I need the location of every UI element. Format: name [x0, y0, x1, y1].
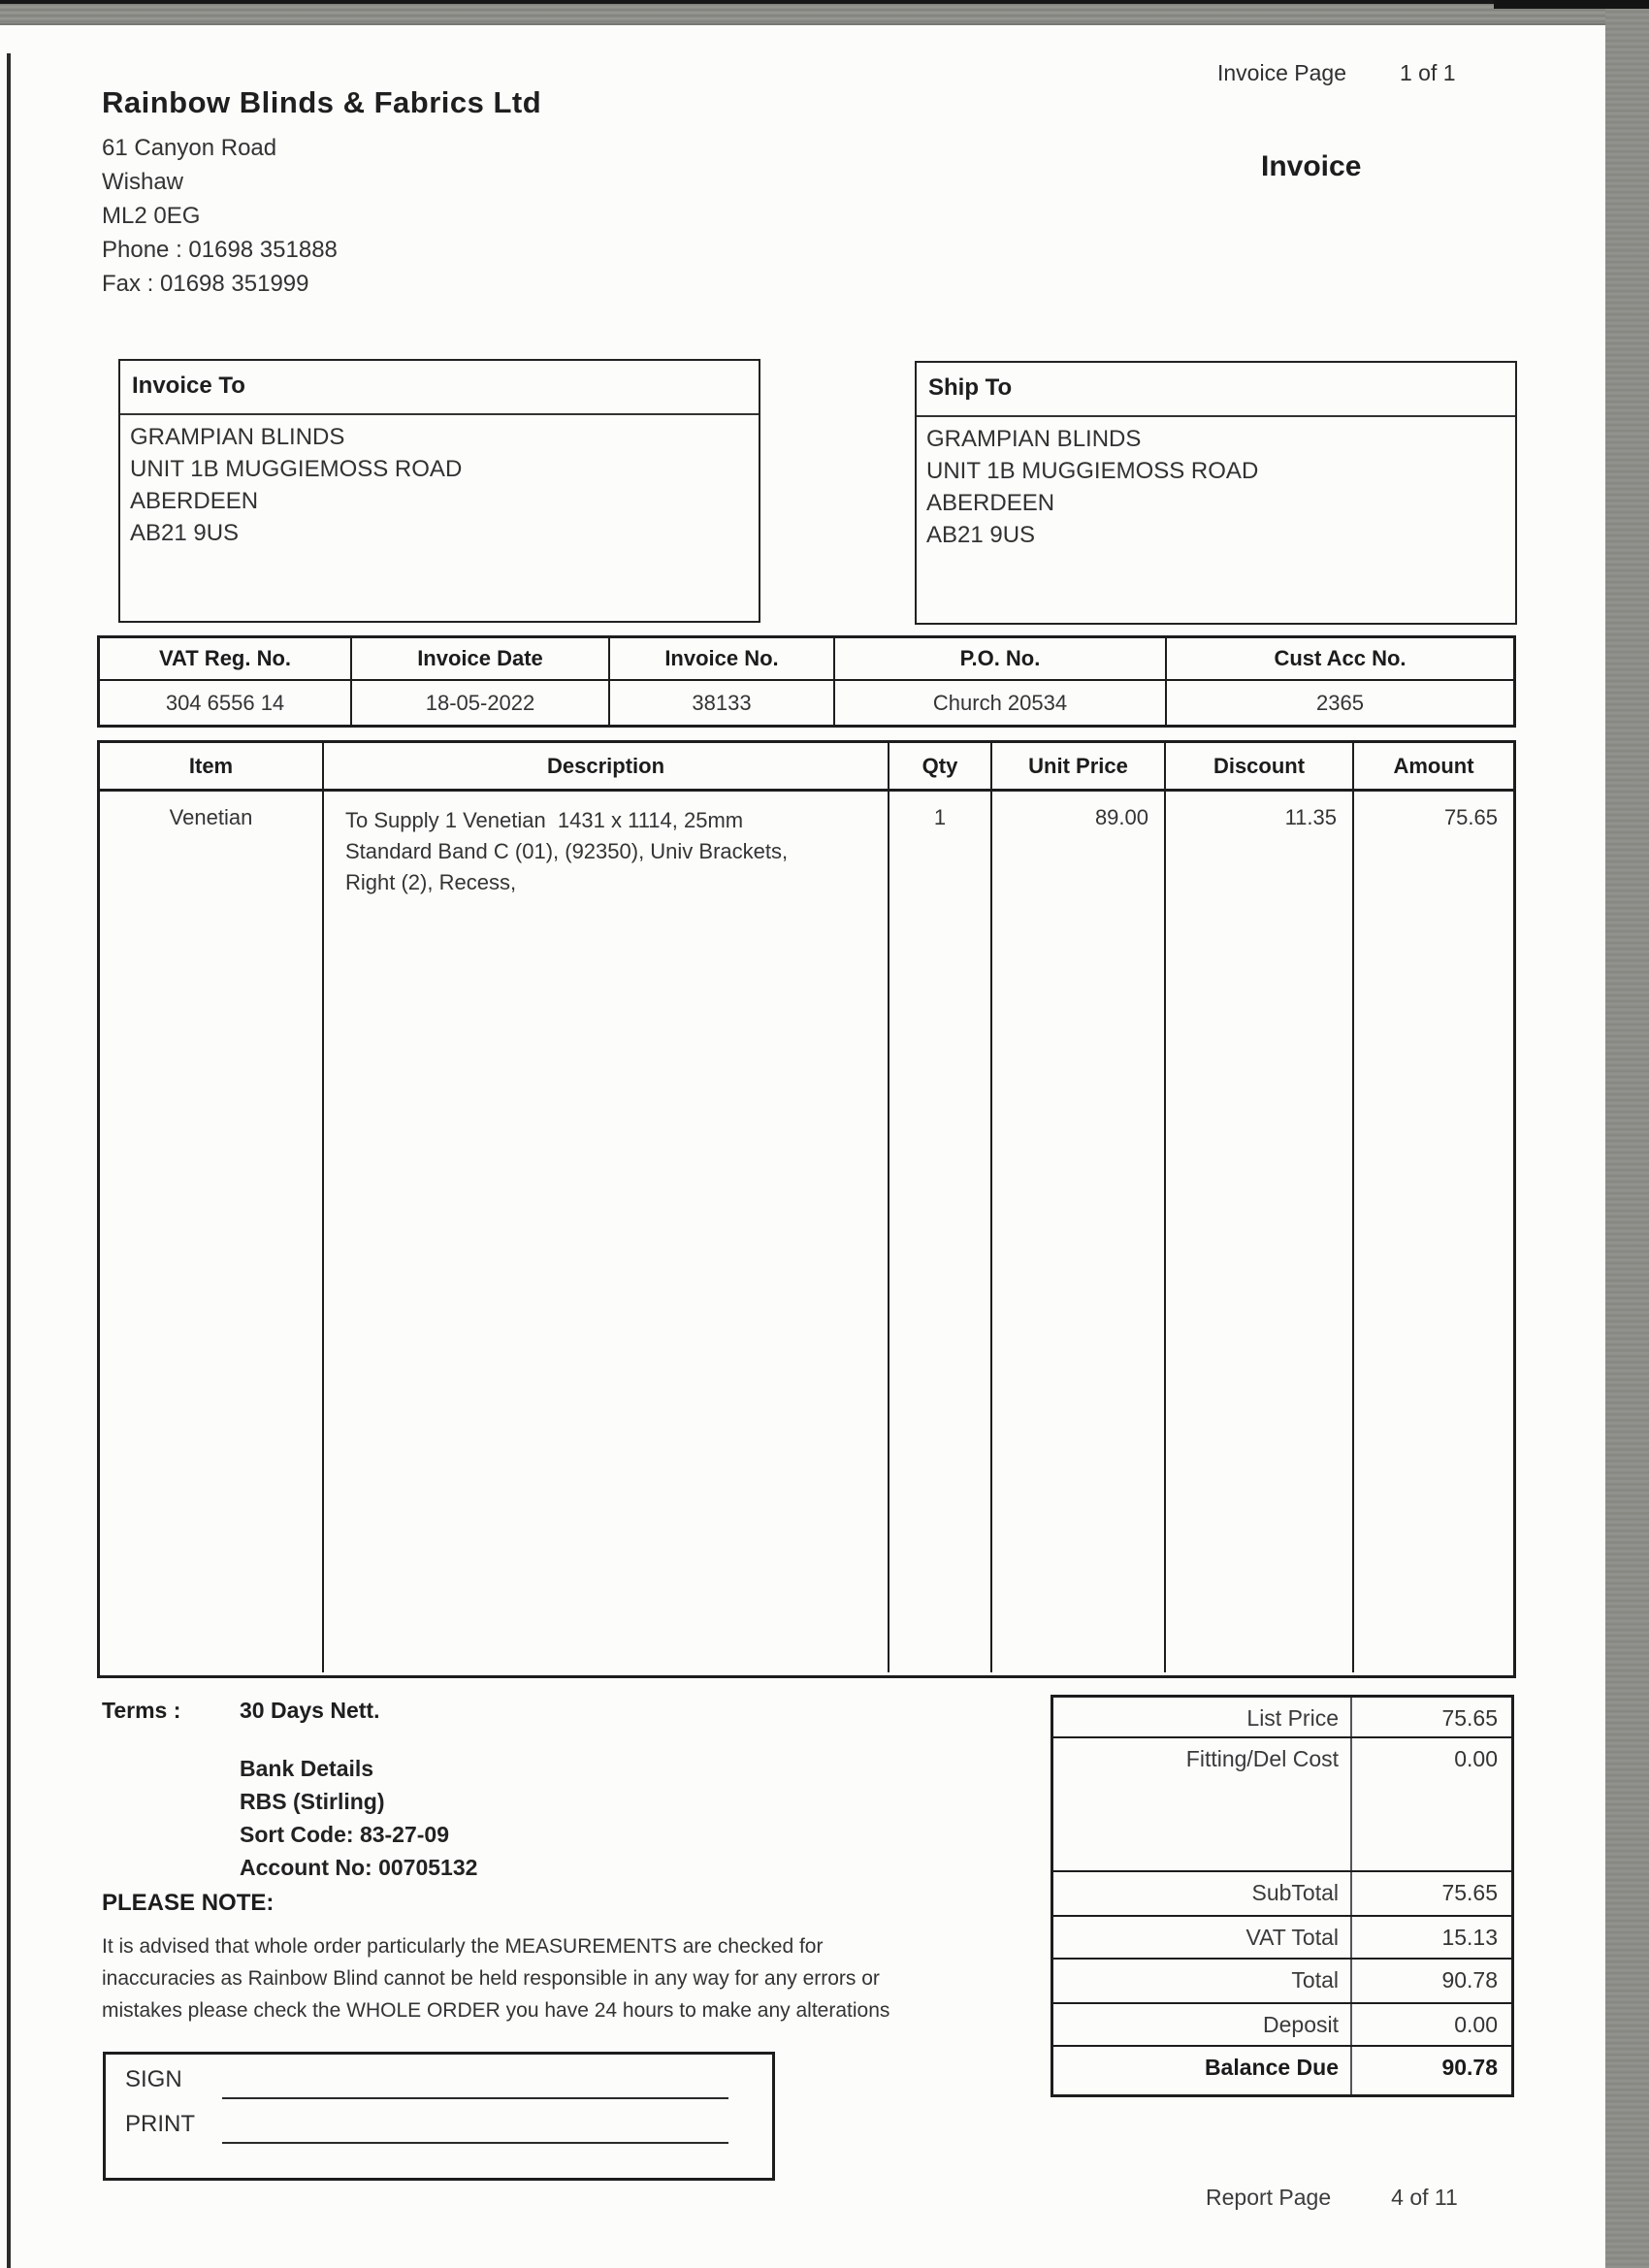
print-line — [222, 2142, 728, 2144]
items-header-amount: Amount — [1393, 753, 1474, 778]
please-note-line: It is advised that whole order particularly the MEASUREMENTS are checked for — [102, 1935, 824, 1958]
please-note-body — [102, 1930, 1014, 2026]
please-note-line: mistakes please check the WHOLE ORDER you have 24 hours to make any alterations — [102, 1999, 890, 2022]
line-items-table — [97, 740, 1516, 1678]
print-label: PRINT — [125, 2111, 195, 2137]
discount-cell — [1166, 792, 1354, 1672]
ship-to-line: UNIT 1B MUGGIEMOSS ROAD — [926, 458, 1259, 484]
totals-value: 15.13 — [1441, 1925, 1498, 1950]
qty-value: 1 — [933, 805, 947, 829]
totals-value: 0.00 — [1454, 1746, 1498, 1771]
items-header-row — [100, 743, 1513, 792]
invoice-page-indicator — [1217, 60, 1456, 86]
meta-header-invoice-no: Invoice No. — [610, 638, 835, 681]
totals-label: Balance Due — [1053, 2047, 1352, 2094]
invoice-page-value: 1 of 1 — [1399, 60, 1456, 85]
totals-label: Deposit — [1053, 2004, 1352, 2045]
totals-row-deposit — [1053, 2004, 1511, 2047]
ship-to-address — [917, 417, 1515, 557]
terms-value: 30 Days Nett. — [240, 1698, 380, 1723]
invoice-to-title: Invoice To — [120, 361, 759, 415]
scan-top-band — [0, 4, 1649, 23]
invoice-to-line: UNIT 1B MUGGIEMOSS ROAD — [130, 456, 463, 482]
totals-label: List Price — [1053, 1698, 1352, 1736]
qty-cell — [889, 792, 992, 1672]
meta-value-invoice-date: 18-05-2022 — [352, 681, 610, 725]
totals-value: 0.00 — [1454, 2012, 1498, 2037]
ship-to-line: GRAMPIAN BLINDS — [926, 426, 1142, 452]
totals-label: Total — [1053, 1960, 1352, 2002]
unit-price-value: 89.00 — [1094, 805, 1148, 829]
totals-row-list-price — [1053, 1698, 1511, 1738]
item-name: Venetian — [169, 805, 253, 829]
amount-value: 75.65 — [1443, 805, 1498, 829]
description-line: Standard Band C (01), (92350), Univ Brackets, — [345, 839, 789, 863]
invoice-meta-table — [97, 635, 1516, 728]
unit-price-cell — [992, 792, 1166, 1672]
totals-row-subtotal — [1053, 1872, 1511, 1917]
bank-details — [240, 1752, 477, 1884]
signature-box — [103, 2052, 775, 2181]
scan-corner-shadow — [1494, 0, 1649, 9]
please-note-title: PLEASE NOTE: — [102, 1890, 275, 1916]
totals-row-total — [1053, 1960, 1511, 2004]
totals-value: 90.78 — [1441, 2055, 1498, 2080]
scan-top-line — [0, 23, 1649, 25]
invoice-to-box — [118, 359, 760, 623]
bank-details-title: Bank Details — [240, 1756, 374, 1781]
invoice-to-address — [120, 415, 759, 555]
bank-sort-code: Sort Code: 83-27-09 — [240, 1822, 450, 1847]
items-header-unit-price: Unit Price — [992, 743, 1166, 789]
totals-value: 75.65 — [1441, 1705, 1498, 1731]
invoice-to-line: AB21 9US — [130, 520, 240, 546]
bank-account-no: Account No: 00705132 — [240, 1855, 478, 1880]
description-line: Right (2), Recess, — [345, 870, 517, 894]
meta-header-po-no: P.O. No. — [835, 638, 1167, 681]
scan-right-band — [1605, 0, 1649, 2268]
report-page-label: Report Page — [1206, 2185, 1332, 2210]
ship-to-line: ABERDEEN — [926, 490, 1055, 516]
totals-label: Fitting/Del Cost — [1053, 1738, 1352, 1870]
totals-label: SubTotal — [1053, 1872, 1352, 1915]
company-name: Rainbow Blinds & Fabrics Ltd — [102, 85, 542, 119]
totals-row-fitting-del-cost — [1053, 1738, 1511, 1872]
ship-to-title: Ship To — [917, 363, 1515, 417]
ship-to-box — [915, 361, 1517, 625]
items-header-discount: Discount — [1166, 743, 1354, 789]
document-title: Invoice — [1261, 150, 1362, 182]
item-cell — [100, 792, 324, 1672]
totals-row-balance-due — [1053, 2047, 1511, 2094]
scan-left-edge — [7, 53, 11, 2268]
totals-value: 90.78 — [1441, 1967, 1498, 1993]
description-line: To Supply 1 Venetian 1431 x 1114, 25mm — [345, 808, 744, 832]
terms-label: Terms : — [102, 1698, 181, 1723]
meta-header-invoice-date: Invoice Date — [352, 638, 610, 681]
report-page-indicator — [1206, 2185, 1458, 2211]
items-body-row — [100, 792, 1513, 1672]
items-header-qty: Qty — [889, 743, 992, 789]
ship-to-line: AB21 9US — [926, 522, 1036, 548]
amount-cell — [1354, 792, 1513, 1672]
company-address-line: 61 Canyon Road — [102, 135, 277, 161]
sign-line — [222, 2097, 728, 2099]
discount-value: 11.35 — [1284, 805, 1337, 829]
totals-label: VAT Total — [1053, 1917, 1352, 1958]
bank-name: RBS (Stirling) — [240, 1789, 385, 1814]
company-address-line: Fax : 01698 351999 — [102, 271, 309, 297]
items-header-description: Description — [324, 743, 889, 789]
meta-header-cust-acc: Cust Acc No. — [1167, 638, 1513, 681]
company-address-line: Wishaw — [102, 169, 184, 195]
totals-value: 75.65 — [1441, 1880, 1498, 1905]
meta-value-invoice-no: 38133 — [610, 681, 835, 725]
sign-label: SIGN — [125, 2066, 182, 2092]
meta-header-vat-reg: VAT Reg. No. — [100, 638, 352, 681]
company-address-line: ML2 0EG — [102, 203, 201, 229]
meta-value-cust-acc: 2365 — [1316, 690, 1364, 715]
meta-value-po-no: Church 20534 — [835, 681, 1167, 725]
report-page-value: 4 of 11 — [1391, 2185, 1458, 2210]
items-header-item: Item — [100, 743, 324, 789]
company-address — [102, 131, 338, 301]
invoice-page-label: Invoice Page — [1217, 60, 1346, 85]
company-address-line: Phone : 01698 351888 — [102, 237, 338, 263]
totals-row-vat-total — [1053, 1917, 1511, 1960]
please-note-line: inaccuracies as Rainbow Blind cannot be held responsible in any way for any errors or — [102, 1967, 880, 1990]
meta-value-vat-reg: 304 6556 14 — [100, 681, 352, 725]
totals-box — [1051, 1695, 1514, 2097]
invoice-to-line: GRAMPIAN BLINDS — [130, 424, 345, 450]
invoice-to-line: ABERDEEN — [130, 488, 259, 514]
description-cell — [324, 792, 889, 1672]
